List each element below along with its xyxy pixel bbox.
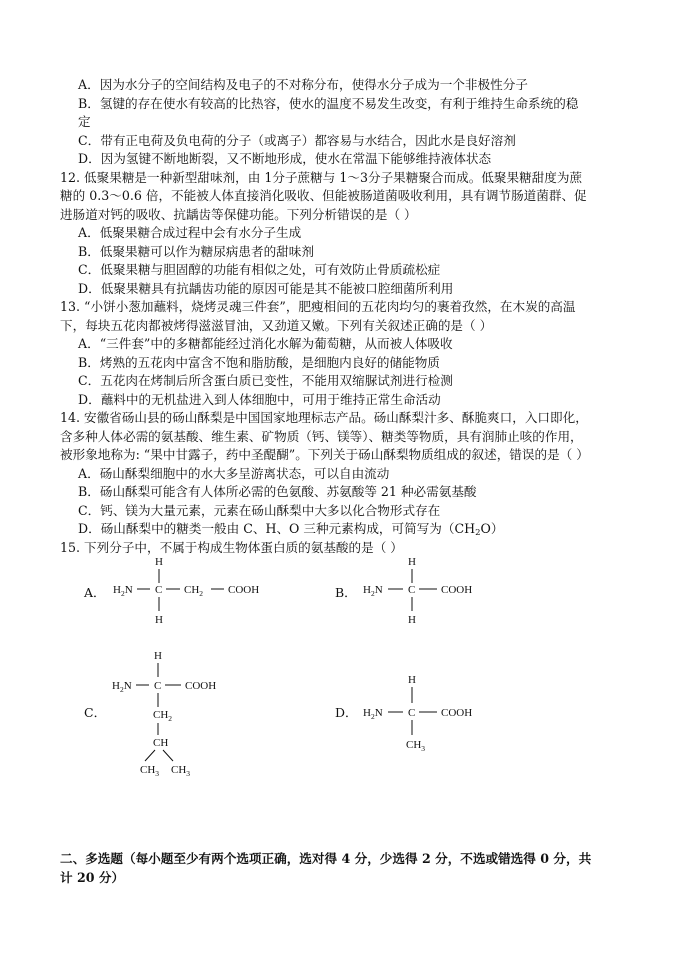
q15-d-h-top: H <box>408 674 416 686</box>
q15-c-amino-h: H <box>112 680 120 692</box>
q15-d-ch3-text: CH <box>406 739 422 751</box>
q15-c-ch: CH <box>153 737 169 749</box>
q12-option-c: C．低聚果糖与胆固醇的功能有相似之处，可有效防止骨质疏松症 <box>78 262 441 277</box>
q13-stem-line2: 下，每块五花肉都被烤得滋滋冒油，又劲道又嫩。下列有关叙述正确的是（ ） <box>60 318 493 333</box>
q15-a-ch2-sub: 2 <box>199 589 204 598</box>
q15-d-label: D． <box>335 705 358 720</box>
q15-c-amino-n: N <box>123 680 132 692</box>
q12-stem-line3: 进肠道对钙的吸收、抗龋齿等保健功能。下列分析错误的是（ ） <box>60 207 417 222</box>
q14-stem-line3: 被形象地称为: “果中甘露子，药中圣醍醐”。下列关于砀山酥梨物质组成的叙述，错误的是（ ） <box>60 447 589 462</box>
q11-option-d: D．因为氢键不断地断裂，又不断地形成，使水在常温下能够维持液体状态 <box>78 151 492 166</box>
q15-a-cooh: COOH <box>228 584 260 596</box>
q15-b-cooh: COOH <box>441 584 473 596</box>
q15-d-amino-h: H <box>363 707 371 719</box>
q15-b-amino-n: N <box>374 584 383 596</box>
q15-d-amino <box>363 707 383 721</box>
q13-option-d: D．蘸料中的无机盐进入到人体细胞中，可用于维持正常生命活动 <box>78 392 441 407</box>
q15-c-cooh: COOH <box>185 680 217 692</box>
q15-a-h-bottom: H <box>155 614 163 626</box>
q14-option-a: A．砀山酥梨细胞中的水大多呈游离状态，可以自由流动 <box>78 466 390 481</box>
section2-heading-line2: 计 20 分） <box>60 870 125 885</box>
q15-b-label: B． <box>335 585 357 600</box>
q12-option-a: A．低聚果糖合成过程中会有水分子生成 <box>78 225 302 240</box>
q14-option-d-tail: O） <box>480 521 504 536</box>
q12-option-d: D．低聚果糖具有抗龋齿功能的原因可能是其不能被口腔细菌所利用 <box>78 281 454 296</box>
q13-option-a: A．“三件套”中的多糖都能经过消化水解为葡萄糖，从而被人体吸收 <box>78 336 453 351</box>
q15-a-label: A． <box>84 585 106 600</box>
q14-option-c: C．钙、镁为大量元素，元素在砀山酥梨中大多以化合物形式存在 <box>78 503 441 518</box>
q13-option-c: C．五花肉在烤制后所含蛋白质已变性，不能用双缩脲试剂进行检测 <box>78 373 453 388</box>
q15-c-label: C． <box>84 705 107 720</box>
q15-c-ch3-right-sub: 3 <box>186 769 191 778</box>
q15-b-h-top: H <box>408 556 416 568</box>
q15-a-amino-h: H <box>113 584 121 596</box>
q15-c-ch3-left-text: CH <box>140 764 156 776</box>
q11-option-b-line2: 定 <box>78 114 91 129</box>
q15-d-amino-n: N <box>374 707 383 719</box>
q15-b-h-bottom: H <box>408 614 416 626</box>
q15-a-amino-sub: 2 <box>120 589 125 598</box>
q14-option-d-subscript: 2 <box>475 528 481 538</box>
q12-stem-line1: 12. 低聚果糖是一种新型甜味剂，由 1分子蔗糖与 1～3分子果糖聚合而成。低聚果糖甜度为蔗 <box>60 170 583 185</box>
q15-a-c: C <box>155 584 163 596</box>
q15-b-c: C <box>408 584 416 596</box>
q12-option-b: B．低聚果糖可以作为糖尿病患者的甜味剂 <box>78 244 314 259</box>
q15-d-c: C <box>408 707 416 719</box>
q15-d-cooh: COOH <box>441 707 473 719</box>
q14-option-b: B．砀山酥梨可能含有人体所必需的色氨酸、苏氨酸等 21 种必需氨基酸 <box>78 484 477 499</box>
q15-d-amino-sub: 2 <box>370 712 375 721</box>
q15-c-h-top: H <box>154 650 162 662</box>
q14-stem-line1: 14. 安徽省砀山县的砀山酥梨是中国国家地理标志产品。砀山酥梨汁多、酥脆爽口，入口即化， <box>60 410 588 425</box>
q15-d-ch3-sub: 3 <box>421 744 426 753</box>
q15-a-h-top: H <box>155 556 163 568</box>
q11-option-a: A．因为水分子的空间结构及电子的不对称分布，使得水分子成为一个非极性分子 <box>78 77 528 92</box>
q11-option-b-line1: B．氢键的存在使水有较高的比热容，使水的温度不易发生改变，有利于维持生命系统的稳 <box>78 96 579 111</box>
q15-c-ch2-sub: 2 <box>168 714 173 723</box>
q15-a-amino-n: N <box>124 584 133 596</box>
q15-d-ch3 <box>406 739 425 753</box>
section2-heading-line1: 二、多选题（每小题至少有两个选项正确，选对得 4 分，少选得 2 分，不选或错选得 0 分，共 <box>60 851 592 866</box>
q15-b-amino-sub: 2 <box>370 589 375 598</box>
q15-c-amino-sub: 2 <box>119 685 124 694</box>
q15-a-ch2-text: CH <box>184 584 200 596</box>
q15-b-amino-h: H <box>363 584 371 596</box>
q13-option-b: B．烤熟的五花肉中富含不饱和脂肪酸，是细胞内良好的储能物质 <box>78 355 440 370</box>
q13-stem-line1: 13. “小饼小葱加蘸料，烧烤灵魂三件套”，肥瘦相间的五花肉均匀的裹着孜然，在木炭的高温 <box>60 299 576 314</box>
q15-stem: 15. 下列分子中，不属于构成生物体蛋白质的氨基酸的是（ ） <box>60 540 403 555</box>
q14-option-d-text: D．砀山酥梨中的糖类一般由 C、H、O 三种元素构成，可简写为（CH <box>78 521 476 536</box>
q15-c-c: C <box>154 680 162 692</box>
q15-c-ch2-text: CH <box>153 709 169 721</box>
q12-stem-line2: 糖的 0.3～0.6 倍，不能被人体直接消化吸收、但能被肠道菌吸收利用，具有调节肠道菌群、促 <box>60 188 587 203</box>
q11-option-c: C．带有正电荷及负电荷的分子（或离子）都容易与水结合，因此水是良好溶剂 <box>78 133 516 148</box>
q14-stem-line2: 含多种人体必需的氨基酸、维生素、矿物质（钙、镁等）、糖类等物质，具有润肺止咳的作用， <box>60 429 583 444</box>
q15-c-ch3-left-sub: 3 <box>155 769 160 778</box>
q15-c-ch3-right-text: CH <box>171 764 187 776</box>
